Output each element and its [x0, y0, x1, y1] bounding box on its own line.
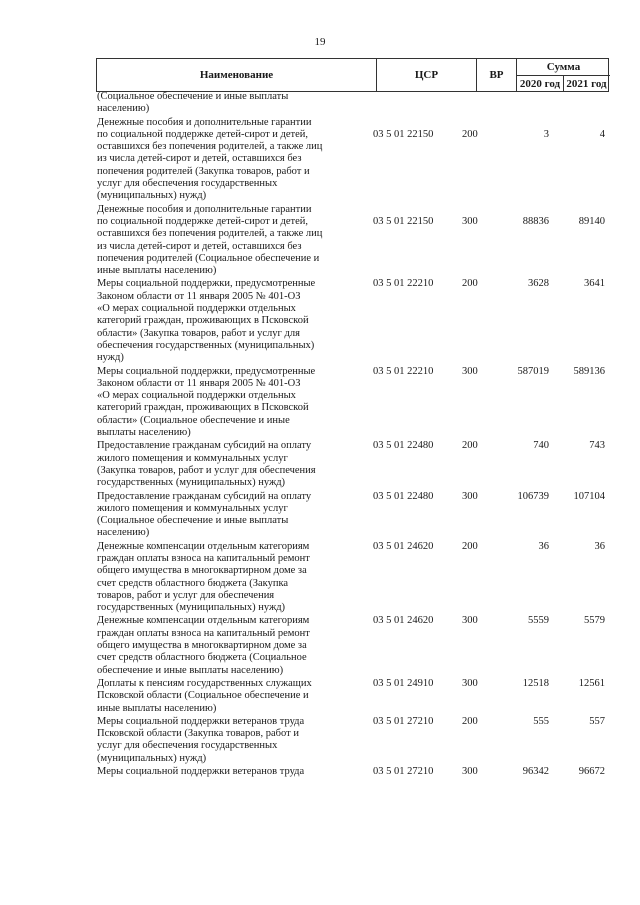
row-name: Меры социальной поддержки, предусмотренные Законом области от 11 января 2005 № 401-ОЗ «О мерах социальной поддержки отдельных категорий граждан, проживающих в Псковской области» (Закупка товаров, работ и услуг для обеспечения государственных (муниципальных) нужд)	[97, 278, 316, 364]
row-name: Денежные пособия и дополнительные гарантии по социальной поддержке детей-сирот и детей, оставшихся без попечения родителей, а также лиц из числа детей-сирот и детей, оставшихся без попечения родителей (Закупка товаров, работ и услуг для обеспечения государственных (муниципальных) нужд)	[97, 116, 323, 202]
row-s2: 107104	[573, 490, 605, 502]
table-row	[97, 491, 609, 540]
table-row	[97, 615, 609, 676]
table-row	[97, 117, 609, 203]
table-body	[97, 91, 609, 779]
row-vr: 200	[462, 540, 478, 552]
row-name: Меры социальной поддержки ветеранов труда	[97, 766, 305, 778]
table-row	[97, 204, 609, 278]
row-s1: 106739	[517, 490, 549, 502]
row-csr: 03 5 01 22480	[373, 490, 434, 502]
row-s2: 5579	[584, 615, 605, 627]
row-s1: 740	[533, 440, 549, 452]
row-s2: 557	[589, 715, 605, 727]
header-year-2021: 2021 год	[566, 78, 607, 90]
row-s1: 3	[543, 128, 549, 140]
table-row	[97, 278, 609, 364]
row-vr: 300	[462, 677, 478, 689]
row-s2: 12561	[578, 677, 605, 689]
row-vr: 200	[462, 440, 478, 452]
row-s2: 3641	[584, 278, 605, 290]
header-vr: ВР	[477, 59, 517, 91]
row-vr: 300	[462, 615, 478, 627]
row-s1: 96342	[522, 766, 549, 778]
row-s1: 88836	[522, 215, 549, 227]
row-csr: 03 5 01 22480	[373, 440, 434, 452]
table-row	[97, 678, 609, 715]
row-name: Предоставление гражданам субсидий на оплату жилого помещения и коммунальных услуг (Закупка товаров, работ и услуг для обеспечения государственных (муниципальных) нужд)	[97, 440, 316, 489]
row-s2: 589136	[573, 365, 605, 377]
table-row	[97, 91, 609, 116]
row-s2: 743	[589, 440, 605, 452]
row-s2: 89140	[578, 215, 605, 227]
row-vr: 300	[462, 365, 478, 377]
row-s2: 4	[599, 128, 605, 140]
table-row	[97, 716, 609, 765]
row-name: (Социальное обеспечение и иные выплаты населению)	[97, 91, 289, 115]
row-vr: 300	[462, 490, 478, 502]
header-csr: ЦСР	[377, 59, 477, 91]
table-row	[97, 541, 609, 615]
header-year-2020: 2020 год	[517, 76, 564, 91]
row-csr: 03 5 01 24620	[373, 615, 434, 627]
header-sum	[517, 59, 610, 91]
row-name: Меры социальной поддержки ветеранов труда Псковской области (Закупка товаров, работ и услуг для обеспечения государственных (муниципальных) нужд)	[97, 715, 305, 764]
table-row	[97, 366, 609, 440]
row-csr: 03 5 01 22210	[373, 278, 434, 290]
row-csr: 03 5 01 24620	[373, 540, 434, 552]
row-name: Доплаты к пенсиям государственных служащих Псковской области (Социальное обеспечение и иные выплаты населению)	[97, 677, 312, 714]
row-name: Предоставление гражданам субсидий на оплату жилого помещения и коммунальных услуг (Социальное обеспечение и иные выплаты населению)	[97, 490, 312, 539]
header-name: Наименование	[97, 59, 377, 91]
row-s1: 587019	[517, 365, 549, 377]
row-s1: 3628	[528, 278, 549, 290]
row-vr: 200	[462, 715, 478, 727]
table-header	[96, 58, 609, 92]
table-row	[97, 766, 609, 778]
row-csr: 03 5 01 22150	[373, 215, 434, 227]
row-s1: 36	[538, 540, 549, 552]
row-csr: 03 5 01 22210	[373, 365, 434, 377]
row-csr: 03 5 01 27210	[373, 715, 434, 727]
row-name: Денежные пособия и дополнительные гарантии по социальной поддержке детей-сирот и детей, оставшихся без попечения родителей, а также лиц из числа детей-сирот и детей, оставшихся без попечения родителей (Социальное обеспечение и иные выплаты населению)	[97, 203, 323, 277]
row-name: Денежные компенсации отдельным категориям граждан оплаты взноса на капитальный ремонт общего имущества в многоквартирном доме за счет средств областного бюджета (Социальное обеспечение и иные выплаты населению)	[97, 615, 310, 676]
row-csr: 03 5 01 24910	[373, 677, 434, 689]
header-sum-title: Сумма	[517, 59, 610, 76]
row-name: Меры социальной поддержки, предусмотренные Законом области от 11 января 2005 № 401-ОЗ «О мерах социальной поддержки отдельных категорий граждан, проживающих в Псковской области» (Социальное обеспечение и иные выплаты населению)	[97, 365, 316, 439]
row-s2: 96672	[578, 766, 605, 778]
row-s1: 12518	[522, 677, 549, 689]
row-s2: 36	[594, 540, 605, 552]
row-csr: 03 5 01 22150	[373, 128, 434, 140]
row-vr: 300	[462, 215, 478, 227]
row-vr: 300	[462, 766, 478, 778]
page-number: 19	[314, 36, 326, 48]
table-row	[97, 440, 609, 489]
row-s1: 5559	[528, 615, 549, 627]
row-vr: 200	[462, 128, 478, 140]
row-s1: 555	[533, 715, 549, 727]
row-name: Денежные компенсации отдельным категориям граждан оплаты взноса на капитальный ремонт общего имущества в многоквартирном доме за счет средств областного бюджета (Закупка товаров, работ и услуг для обеспечения государственных (муниципальных) нужд)	[97, 540, 310, 614]
row-vr: 200	[462, 278, 478, 290]
row-csr: 03 5 01 27210	[373, 766, 434, 778]
